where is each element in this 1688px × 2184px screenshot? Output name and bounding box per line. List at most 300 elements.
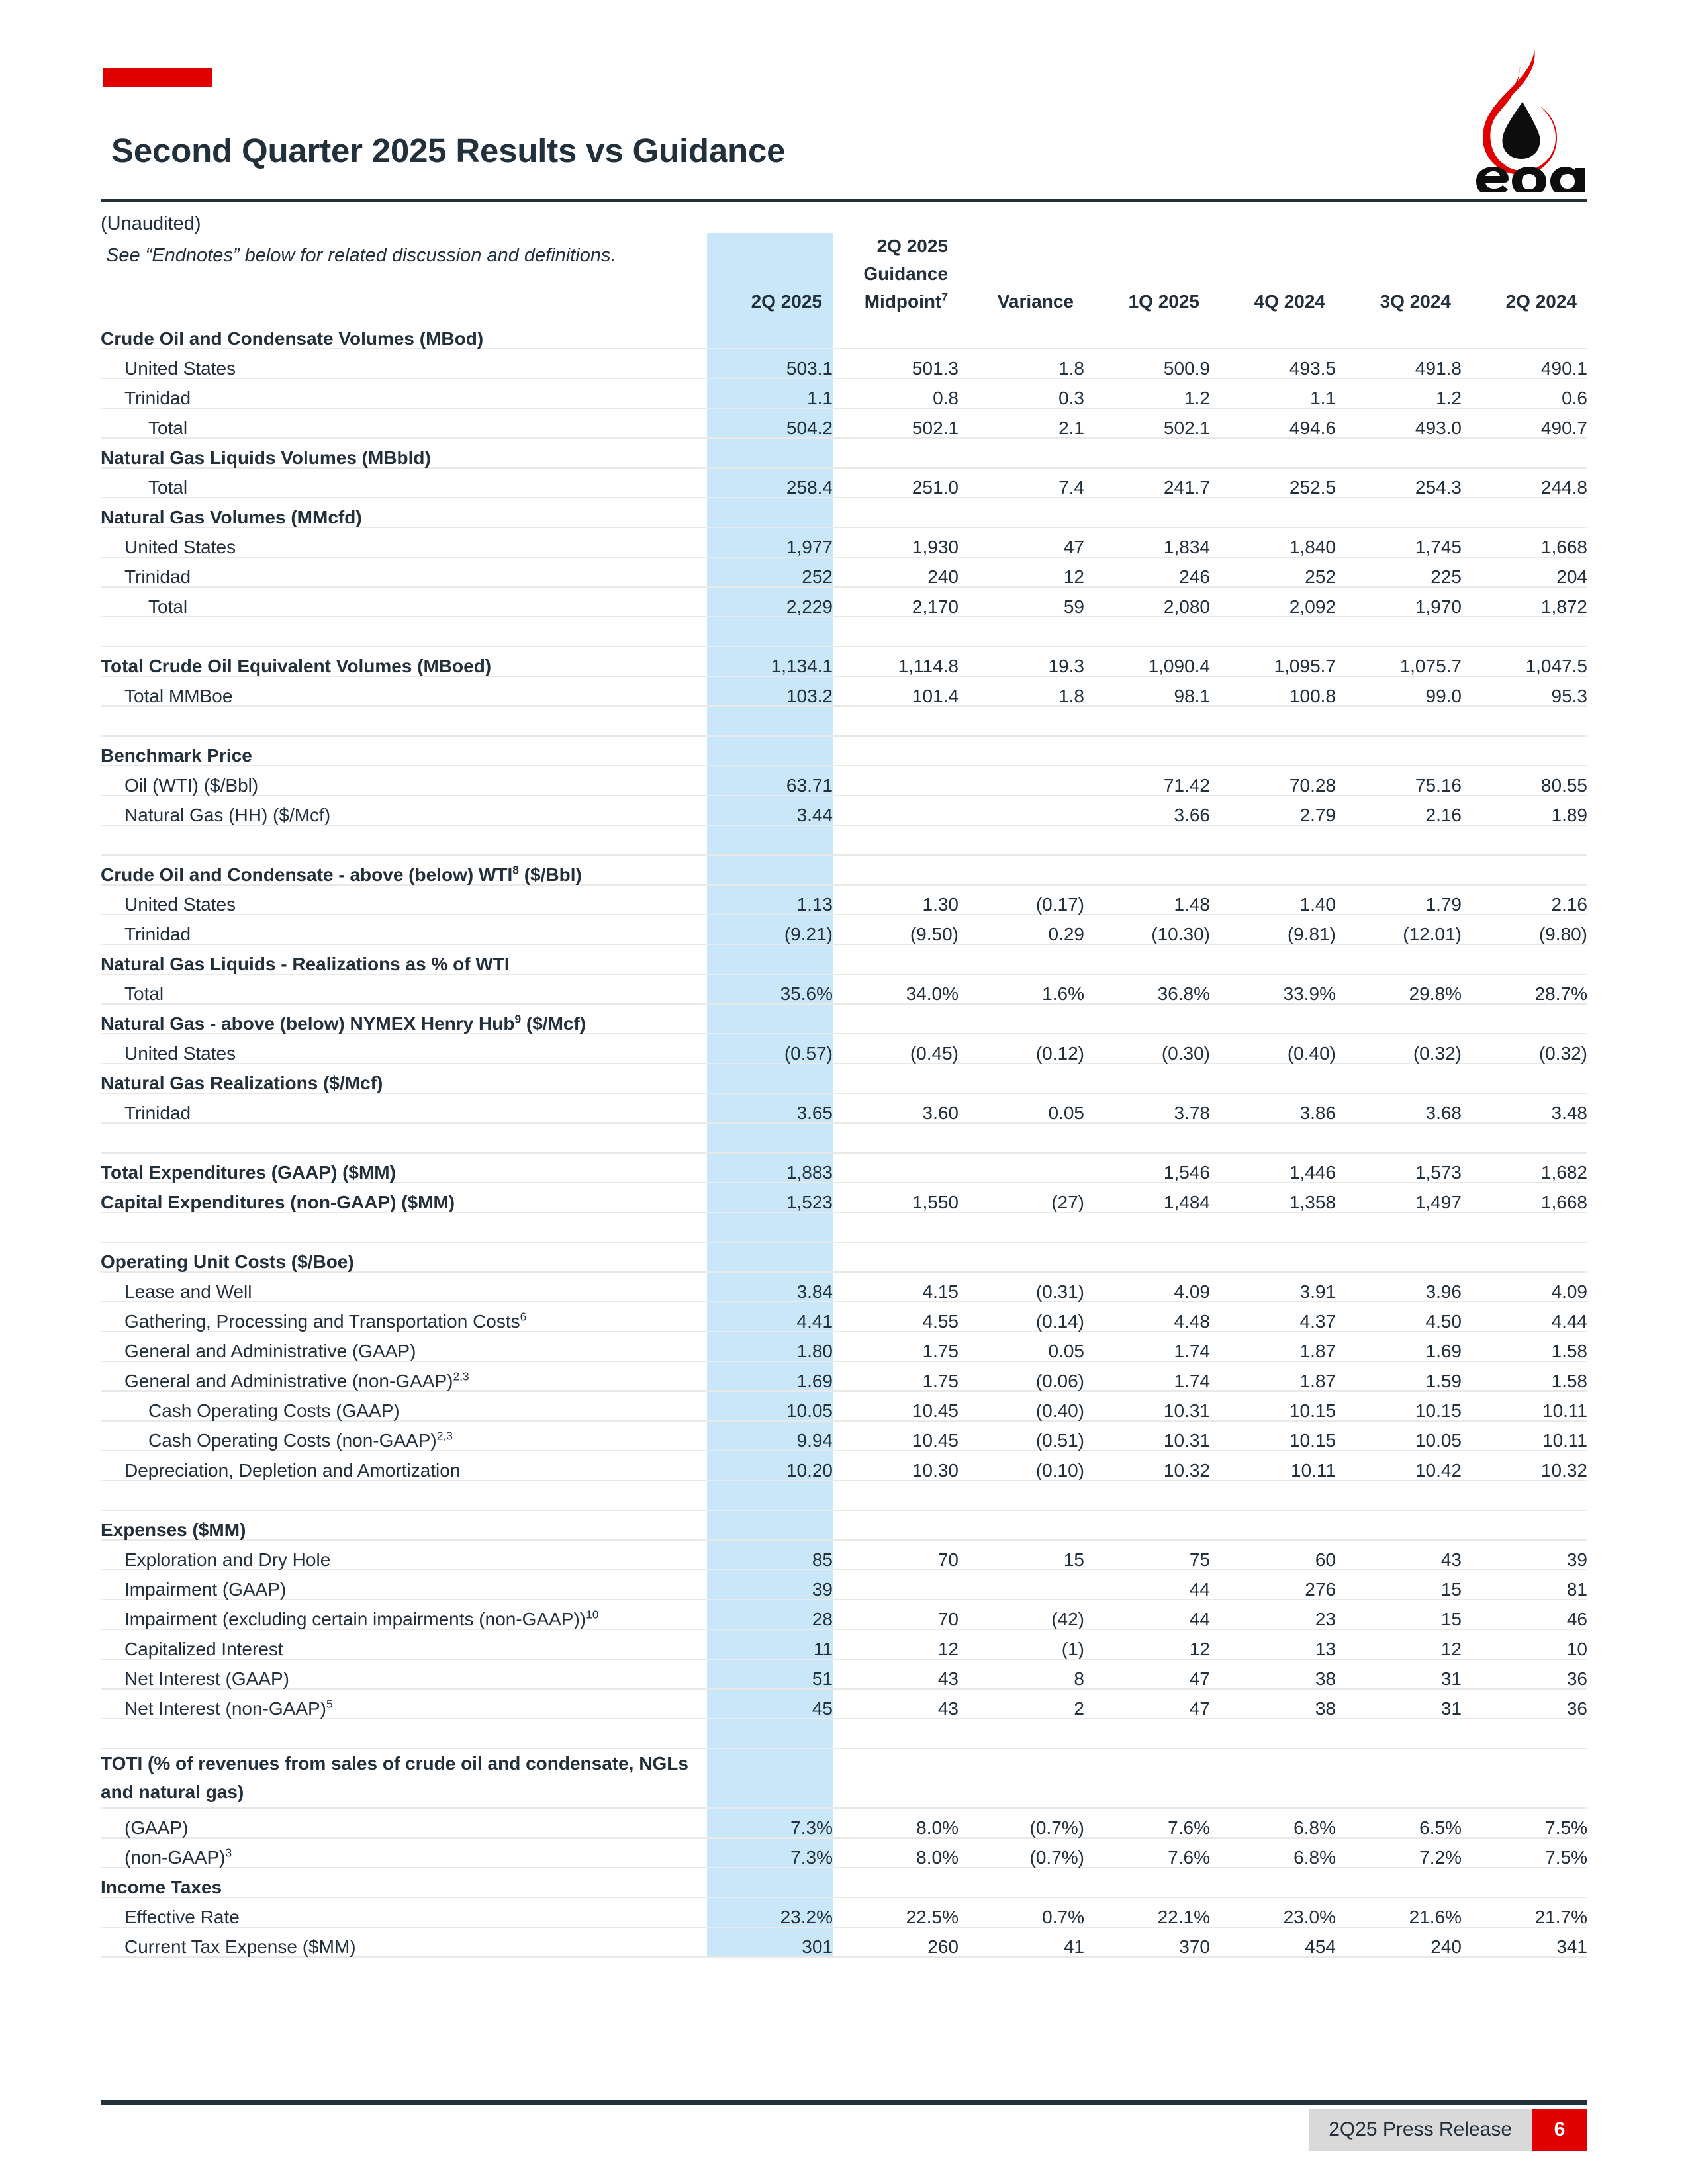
table-cell <box>1210 915 1336 944</box>
table-cell <box>1336 1391 1462 1421</box>
table-cell <box>1336 1659 1462 1689</box>
row-label <box>101 1302 707 1332</box>
row-label <box>101 825 707 855</box>
table-cell <box>1462 1064 1587 1093</box>
cell-value: (9.80) <box>1538 924 1587 944</box>
cell-value: 1.87 <box>1299 1371 1336 1391</box>
table-cell <box>1336 1480 1462 1510</box>
table-cell <box>833 676 959 706</box>
table-cell <box>1462 319 1587 349</box>
cell-value: 19.3 <box>1048 656 1084 676</box>
table-cell <box>1084 319 1210 349</box>
table-cell <box>1210 349 1336 379</box>
table-cell <box>1084 1272 1210 1302</box>
row-label-text: United States <box>124 894 236 915</box>
cell-value: 4.09 <box>1551 1281 1587 1302</box>
table-cell <box>1462 617 1587 647</box>
table-cell <box>1084 1659 1210 1689</box>
row-label-text: Impairment (excluding certain impairments (non-GAAP)) <box>124 1609 586 1629</box>
table-cell <box>1336 1093 1462 1123</box>
cell-value: 39 <box>812 1579 833 1600</box>
table-cell <box>1462 676 1587 706</box>
row-label <box>101 1004 707 1034</box>
cell-value: 23.2% <box>780 1907 833 1927</box>
table-cell <box>1210 1868 1336 1897</box>
table-cell <box>1462 1897 1587 1927</box>
table-cell <box>1210 527 1336 557</box>
table-cell <box>707 1242 833 1272</box>
table-cell <box>959 1570 1084 1600</box>
cell-value: 1,840 <box>1289 537 1336 557</box>
table-cell <box>1210 1808 1336 1838</box>
table-cell <box>959 885 1084 915</box>
row-label-text: Current Tax Expense ($MM) <box>124 1936 356 1957</box>
table-cell <box>1336 1749 1462 1808</box>
row-label-text: Total Crude Oil Equivalent Volumes (MBoed) <box>101 656 492 676</box>
col-header-line1-2 <box>959 233 1084 261</box>
footnote-marker: 5 <box>326 1697 333 1711</box>
col-header-line2-1: Guidance <box>863 263 948 284</box>
table-cell <box>707 349 833 379</box>
table-cell <box>1084 855 1210 885</box>
cell-value: 29.8% <box>1409 983 1462 1004</box>
row-label <box>101 1242 707 1272</box>
cell-value: 241.7 <box>1163 477 1210 498</box>
table-cell <box>833 1838 959 1868</box>
table-row <box>101 379 1587 408</box>
cell-value: 63.71 <box>786 775 833 796</box>
table-cell <box>707 1123 833 1153</box>
table-cell <box>1462 766 1587 796</box>
table-row <box>101 796 1587 825</box>
table-cell <box>959 736 1084 766</box>
cell-value: 4.44 <box>1551 1311 1587 1332</box>
table-cell <box>1336 408 1462 438</box>
cell-value: 7.6% <box>1168 1817 1210 1838</box>
table-cell <box>1336 1034 1462 1064</box>
cell-value: 504.2 <box>786 418 833 438</box>
table-cell <box>833 1242 959 1272</box>
cell-value: 1.1 <box>1310 388 1336 408</box>
row-label <box>101 1570 707 1600</box>
row-label-text: Total <box>148 477 188 498</box>
cell-value: 7.5% <box>1545 1847 1587 1868</box>
table-cell <box>1336 1332 1462 1361</box>
table-cell <box>1462 498 1587 527</box>
table-cell <box>1084 766 1210 796</box>
table-cell <box>1210 1897 1336 1927</box>
cell-value: (0.32) <box>1413 1043 1462 1064</box>
table-spacer-row <box>101 1212 1587 1242</box>
table-cell <box>959 1659 1084 1689</box>
table-cell <box>1210 766 1336 796</box>
cell-value: 1.13 <box>796 894 833 915</box>
table-cell <box>1084 1212 1210 1242</box>
cell-value: 1.59 <box>1425 1371 1462 1391</box>
table-cell <box>1462 1034 1587 1064</box>
table-cell <box>1084 1034 1210 1064</box>
page-title: Second Quarter 2025 Results vs Guidance <box>111 132 786 169</box>
cell-value: 10.11 <box>1542 1430 1587 1451</box>
table-cell <box>833 1689 959 1719</box>
cell-value: 225 <box>1430 567 1462 587</box>
cell-value: 10.45 <box>912 1400 959 1421</box>
cell-value: 258.4 <box>786 477 833 498</box>
row-label-text: Exploration and Dry Hole <box>124 1549 331 1570</box>
table-cell <box>833 498 959 527</box>
cell-value: 0.05 <box>1048 1341 1084 1361</box>
cell-value: 70 <box>937 1549 959 1570</box>
cell-value: 341 <box>1556 1936 1587 1957</box>
cell-value: 1,075.7 <box>1399 656 1462 676</box>
col-header-line2-2 <box>959 261 1084 289</box>
table-cell <box>1462 557 1587 587</box>
table-cell <box>833 1749 959 1808</box>
table-cell <box>1462 438 1587 468</box>
table-header <box>101 233 1587 319</box>
cell-value: 10.11 <box>1291 1460 1336 1480</box>
table-cell <box>1084 885 1210 915</box>
table-cell <box>1084 1897 1210 1927</box>
table-cell <box>1336 1897 1462 1927</box>
table-cell <box>1462 349 1587 379</box>
table-cell <box>1462 1212 1587 1242</box>
table-cell <box>1084 1183 1210 1212</box>
row-label-text: Total MMBoe <box>124 686 233 706</box>
cell-value: 10.31 <box>1163 1430 1210 1451</box>
cell-value: 7.3% <box>790 1847 833 1868</box>
table-cell <box>959 1332 1084 1361</box>
header-row-3 <box>101 289 1587 319</box>
table-cell <box>1084 617 1210 647</box>
table-cell <box>959 974 1084 1004</box>
table-cell <box>707 498 833 527</box>
table-cell <box>1336 1451 1462 1480</box>
row-label <box>101 319 707 349</box>
table-cell <box>707 1659 833 1689</box>
cell-value: (0.31) <box>1035 1281 1084 1302</box>
row-label-text: Total <box>148 596 188 617</box>
table-cell <box>1462 706 1587 736</box>
table-cell <box>1210 587 1336 617</box>
row-label <box>101 587 707 617</box>
row-label-text: Total <box>124 983 164 1004</box>
cell-value: 10.45 <box>912 1430 959 1451</box>
table-cell <box>1210 1212 1336 1242</box>
table-cell <box>1084 915 1210 944</box>
cell-value: 10.20 <box>786 1460 833 1480</box>
table-cell <box>1336 557 1462 587</box>
table-cell <box>959 1242 1084 1272</box>
table-cell <box>1084 408 1210 438</box>
table-cell <box>833 974 959 1004</box>
table-cell <box>833 379 959 408</box>
table-row <box>101 1689 1587 1719</box>
row-label <box>101 1064 707 1093</box>
cell-value: 8 <box>1074 1668 1084 1689</box>
table-cell <box>1462 1629 1587 1659</box>
table-cell <box>1210 319 1336 349</box>
cell-value: 493.5 <box>1289 358 1336 379</box>
table-row <box>101 1004 1587 1034</box>
footnote-marker: 10 <box>586 1608 599 1621</box>
cell-value: 10.15 <box>1289 1400 1336 1421</box>
cell-value: 41 <box>1063 1936 1084 1957</box>
table-cell <box>959 1004 1084 1034</box>
cell-value: 1.48 <box>1174 894 1210 915</box>
cell-value: (0.10) <box>1035 1460 1084 1480</box>
row-label-text: Total Expenditures (GAAP) ($MM) <box>101 1162 396 1183</box>
cell-value: 95.3 <box>1551 686 1587 706</box>
table-row <box>101 885 1587 915</box>
table-cell <box>1084 796 1210 825</box>
cell-value: 99.0 <box>1425 686 1462 706</box>
table-cell <box>707 885 833 915</box>
cell-value: 2,080 <box>1163 596 1210 617</box>
table-cell <box>1210 974 1336 1004</box>
cell-value: 10.11 <box>1542 1400 1587 1421</box>
footnote-marker: 6 <box>520 1310 527 1324</box>
col-header-line2-3 <box>1084 261 1210 289</box>
cell-value: 11 <box>813 1639 833 1659</box>
table-cell <box>959 855 1084 885</box>
table-cell <box>959 1391 1084 1421</box>
row-label <box>101 527 707 557</box>
table-cell <box>959 1510 1084 1540</box>
table-cell <box>1084 1689 1210 1719</box>
table-cell <box>1336 438 1462 468</box>
table-cell <box>1084 944 1210 974</box>
cell-value: 1,095.7 <box>1274 656 1336 676</box>
cell-value: 1,930 <box>912 537 959 557</box>
table-cell <box>1084 557 1210 587</box>
cell-value: 2.16 <box>1551 894 1587 915</box>
table-cell <box>833 1480 959 1510</box>
row-label-text: Income Taxes <box>101 1877 222 1897</box>
cell-value: 1,668 <box>1540 537 1587 557</box>
table-cell <box>833 855 959 885</box>
row-label <box>101 1361 707 1391</box>
table-row <box>101 587 1587 617</box>
table-cell <box>707 1212 833 1242</box>
table-cell <box>1336 676 1462 706</box>
table-cell <box>707 1421 833 1451</box>
row-label-text: Cash Operating Costs (non-GAAP) <box>148 1430 437 1451</box>
cell-value: 7.5% <box>1545 1817 1587 1838</box>
row-label <box>101 1659 707 1689</box>
table-cell <box>833 557 959 587</box>
row-label-text: (GAAP) <box>124 1817 189 1838</box>
table-cell <box>833 1183 959 1212</box>
cell-value: 3.86 <box>1299 1103 1336 1123</box>
table-cell <box>1336 796 1462 825</box>
table-cell <box>707 557 833 587</box>
row-label-text: Natural Gas Liquids - Realizations as % of WTI <box>101 954 510 974</box>
table-cell <box>1462 1332 1587 1361</box>
row-label <box>101 1689 707 1719</box>
table-cell <box>959 1153 1084 1183</box>
table-cell <box>959 1183 1084 1212</box>
row-label-text: Cash Operating Costs (GAAP) <box>148 1400 400 1421</box>
cell-value: 1,047.5 <box>1525 656 1587 676</box>
cell-value: 10.31 <box>1163 1400 1210 1421</box>
table-row <box>101 1808 1587 1838</box>
row-label <box>101 1272 707 1302</box>
table-cell <box>707 1719 833 1749</box>
table-cell <box>1462 1838 1587 1868</box>
cell-value: (0.51) <box>1035 1430 1084 1451</box>
table-cell <box>959 319 1084 349</box>
table-row <box>101 1659 1587 1689</box>
cell-value: 1,745 <box>1415 537 1462 557</box>
table-row <box>101 527 1587 557</box>
table-cell <box>1462 1808 1587 1838</box>
table-row <box>101 915 1587 944</box>
cell-value: 4.09 <box>1174 1281 1210 1302</box>
table-cell <box>1336 349 1462 379</box>
table-cell <box>833 349 959 379</box>
row-label-text: United States <box>124 358 236 379</box>
cell-value: 252 <box>1305 567 1336 587</box>
cell-value: 254.3 <box>1415 477 1462 498</box>
eog-logo <box>1456 45 1589 192</box>
table-spacer-row <box>101 1719 1587 1749</box>
cell-value: 15 <box>1440 1579 1462 1600</box>
table-cell <box>959 1302 1084 1332</box>
cell-value: 12 <box>1063 567 1084 587</box>
table-cell <box>959 498 1084 527</box>
table-cell <box>1210 1600 1336 1629</box>
cell-value: (9.81) <box>1287 924 1336 944</box>
row-label <box>101 1391 707 1421</box>
table-cell <box>707 915 833 944</box>
cell-value: 10.32 <box>1163 1460 1210 1480</box>
table-cell <box>707 1034 833 1064</box>
row-label <box>101 557 707 587</box>
row-label <box>101 1212 707 1242</box>
cell-value: 1,090.4 <box>1148 656 1210 676</box>
cell-value: 1,977 <box>786 537 833 557</box>
cell-value: 0.3 <box>1058 388 1084 408</box>
row-label <box>101 1153 707 1183</box>
cell-value: 4.15 <box>922 1281 959 1302</box>
row-label <box>101 1034 707 1064</box>
table-row <box>101 349 1587 379</box>
table-cell <box>959 796 1084 825</box>
table-cell <box>1210 1480 1336 1510</box>
table-cell <box>833 408 959 438</box>
table-cell <box>959 1212 1084 1242</box>
row-label <box>101 1897 707 1927</box>
table-cell <box>1462 1272 1587 1302</box>
footnote-marker: 8 <box>512 863 519 877</box>
table-cell <box>833 1272 959 1302</box>
cell-value: 1.40 <box>1299 894 1336 915</box>
col-header-line1-5 <box>1336 233 1462 261</box>
cell-value: 1,546 <box>1163 1162 1210 1183</box>
table-cell <box>1336 1302 1462 1332</box>
table-cell <box>1462 944 1587 974</box>
table-row <box>101 1272 1587 1302</box>
table-cell <box>959 1480 1084 1510</box>
row-label-text: Capitalized Interest <box>124 1639 283 1659</box>
cell-value: 1,114.8 <box>898 656 959 676</box>
cell-value: 240 <box>927 567 959 587</box>
cell-value: 4.37 <box>1299 1311 1336 1332</box>
col-header-1q2025: 1Q 2025 <box>1128 291 1199 312</box>
table-row <box>101 1749 1587 1808</box>
cell-value: (0.06) <box>1035 1371 1084 1391</box>
table-cell <box>1336 1272 1462 1302</box>
cell-value: 3.91 <box>1299 1281 1336 1302</box>
cell-value: 8.0% <box>916 1817 959 1838</box>
table-cell <box>1336 468 1462 498</box>
cell-value: 51 <box>812 1668 833 1689</box>
table-cell <box>1336 1212 1462 1242</box>
table-cell <box>1210 1242 1336 1272</box>
cell-value: 1.6% <box>1042 983 1084 1004</box>
col-header-line2-6 <box>1462 261 1587 289</box>
table-cell <box>959 1361 1084 1391</box>
row-label <box>101 498 707 527</box>
cell-value: 490.7 <box>1540 418 1587 438</box>
table-cell <box>707 1451 833 1480</box>
cell-value: 10.32 <box>1540 1460 1587 1480</box>
table-cell <box>959 944 1084 974</box>
header-spacer <box>101 233 707 261</box>
cell-value: 21.6% <box>1409 1907 1462 1927</box>
table-cell <box>1462 1361 1587 1391</box>
cell-value: 2,229 <box>786 596 833 617</box>
table-cell <box>1210 498 1336 527</box>
table-cell <box>959 1689 1084 1719</box>
header-row-2 <box>101 261 1587 289</box>
cell-value: 75.16 <box>1415 775 1462 796</box>
table-row <box>101 676 1587 706</box>
table-cell <box>1210 825 1336 855</box>
table-cell <box>1084 676 1210 706</box>
row-label <box>101 1451 707 1480</box>
row-label <box>101 1868 707 1897</box>
cell-value: 7.4 <box>1058 477 1084 498</box>
table-cell <box>1336 1361 1462 1391</box>
cell-value: 0.8 <box>933 388 959 408</box>
table-cell <box>1462 1123 1587 1153</box>
row-label-text: Depreciation, Depletion and Amortization <box>124 1460 461 1480</box>
row-label <box>101 676 707 706</box>
table-cell <box>1462 1480 1587 1510</box>
table-row <box>101 1897 1587 1927</box>
table-cell <box>1336 587 1462 617</box>
row-label-text: Trinidad <box>124 924 191 944</box>
cell-value: 9.94 <box>796 1430 833 1451</box>
table-cell <box>1210 1570 1336 1600</box>
col-header-line2-0 <box>707 261 833 289</box>
cell-value: 204 <box>1556 567 1587 587</box>
cell-value: 1.89 <box>1551 805 1587 825</box>
table-cell <box>1336 1064 1462 1093</box>
cell-value: 39 <box>1566 1549 1587 1570</box>
table-cell <box>1210 557 1336 587</box>
row-label-text: Trinidad <box>124 567 191 587</box>
cell-value: 6.5% <box>1419 1817 1462 1838</box>
table-cell <box>1336 1719 1462 1749</box>
row-label <box>101 796 707 825</box>
table-cell <box>1084 1540 1210 1570</box>
table-cell <box>959 1600 1084 1629</box>
cell-value: 28 <box>812 1609 833 1629</box>
cell-value: 15 <box>1440 1609 1462 1629</box>
